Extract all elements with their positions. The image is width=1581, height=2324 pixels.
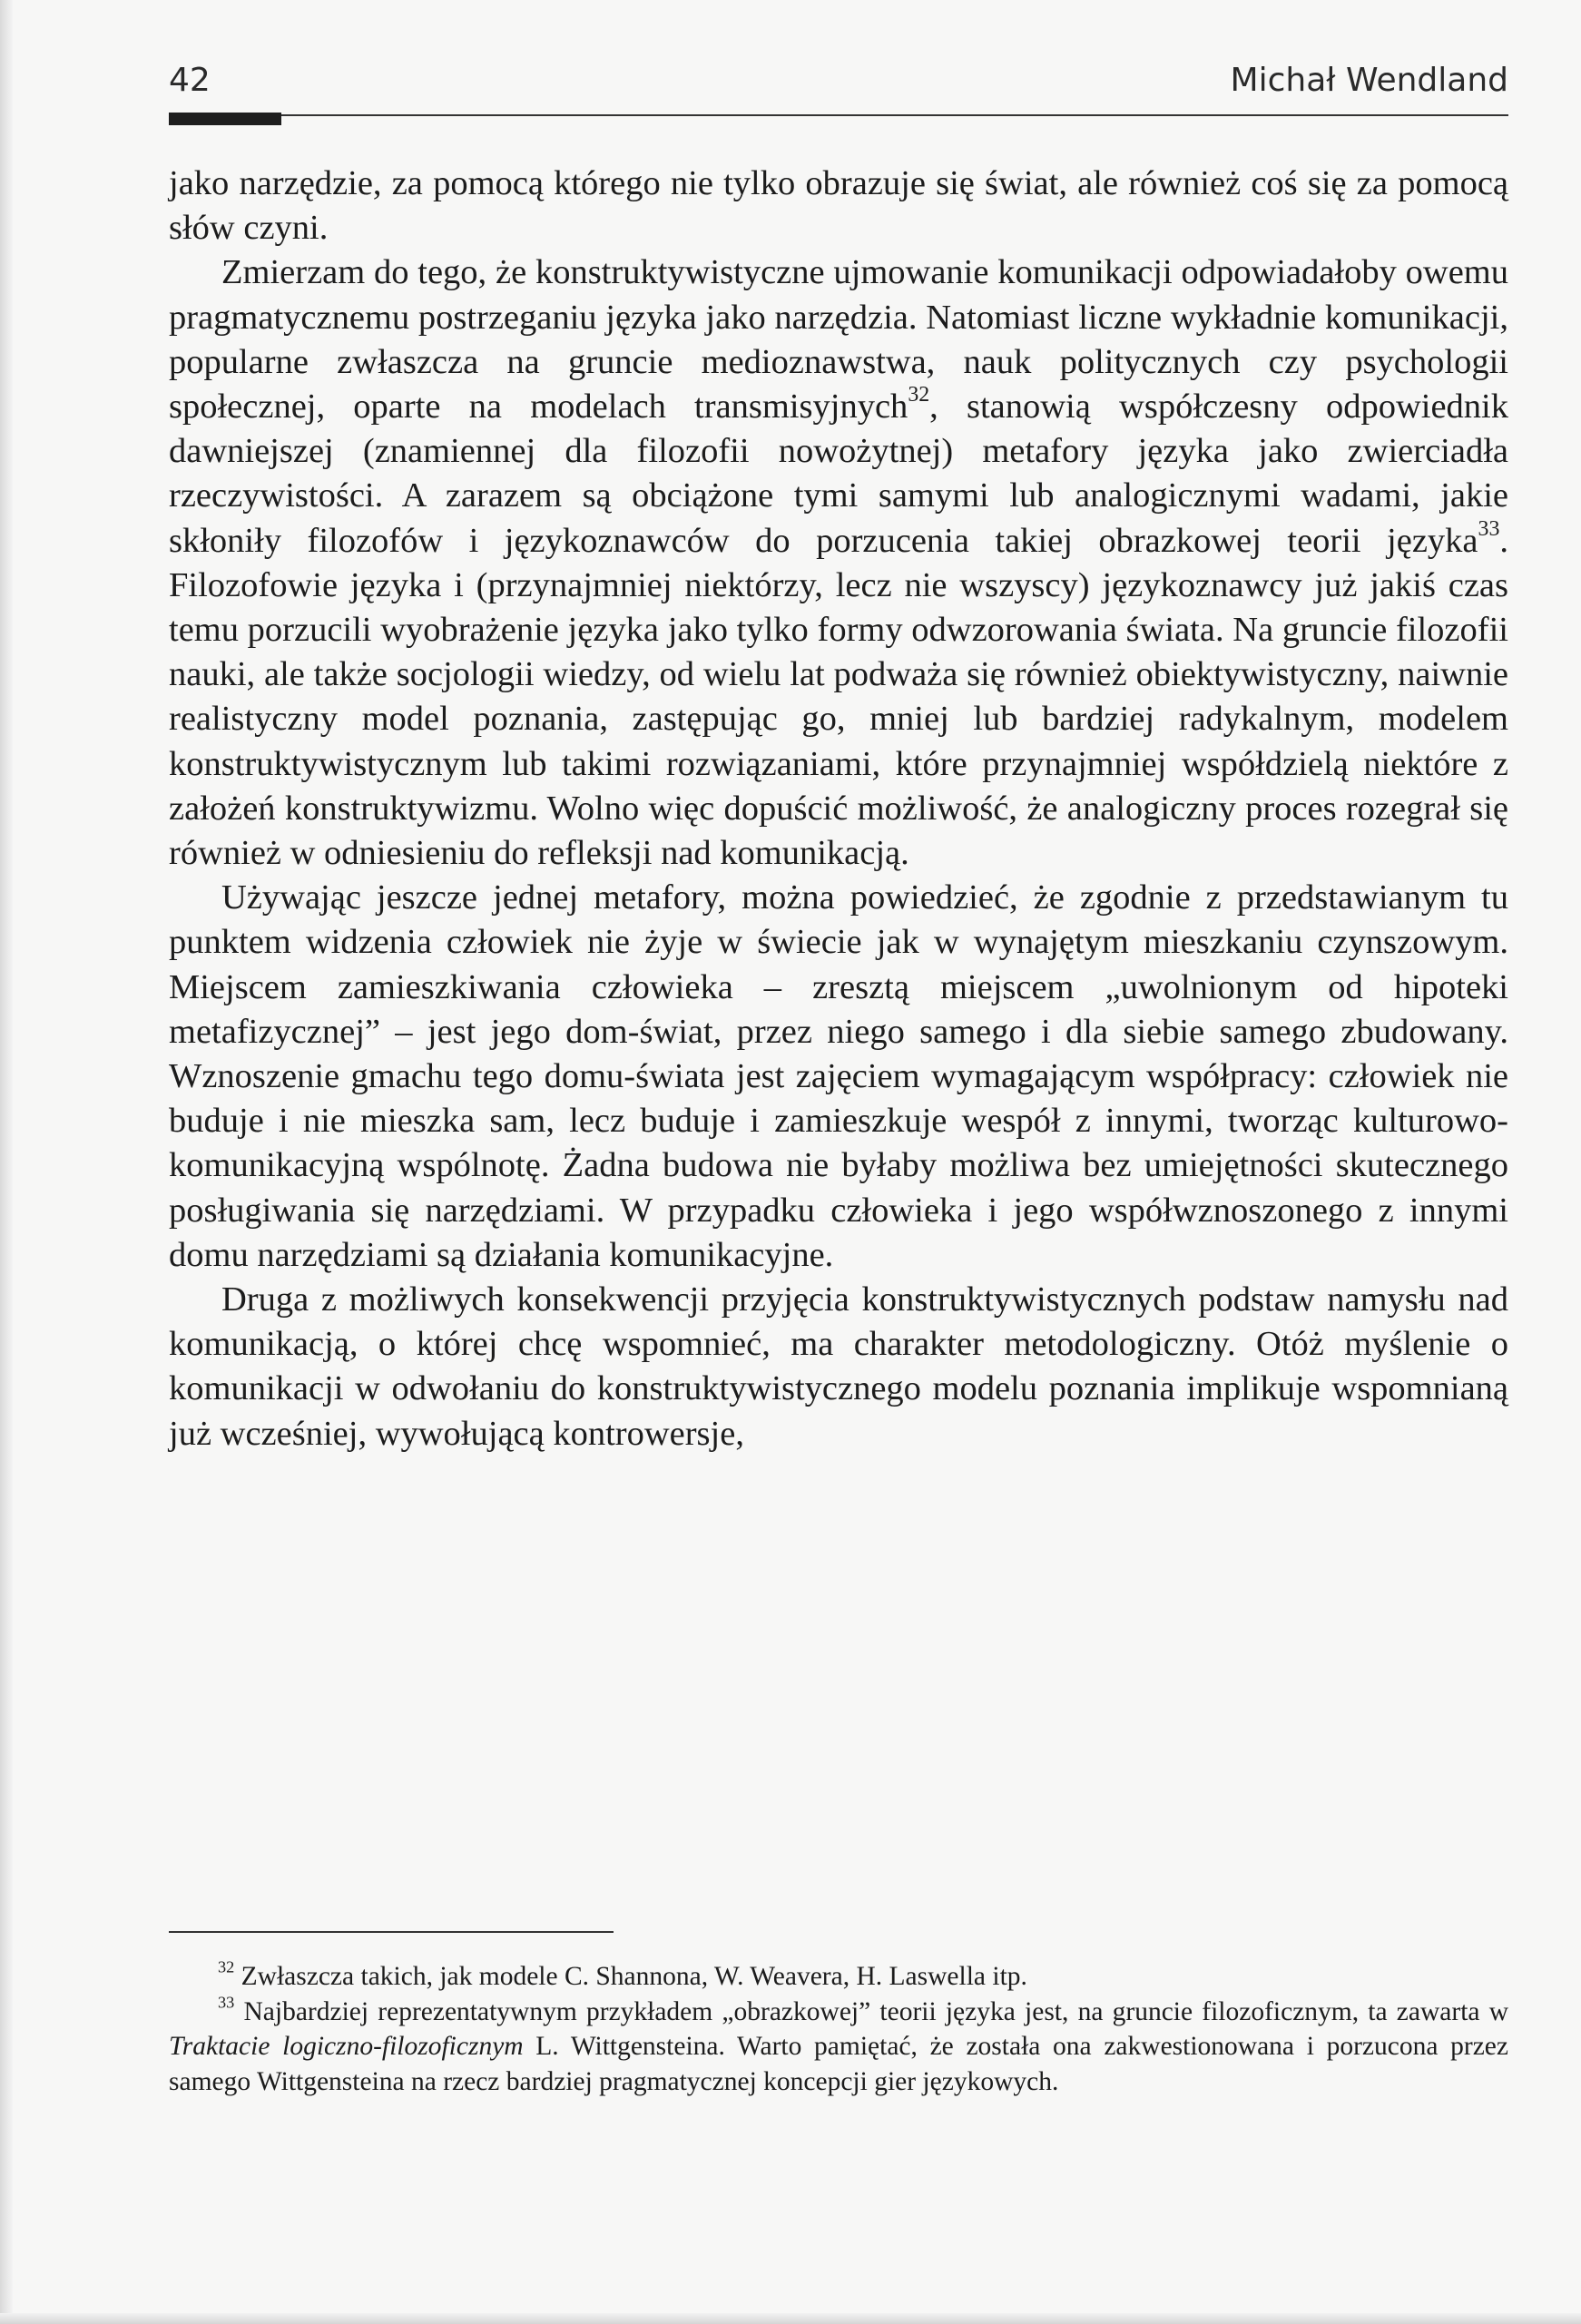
footnote-32: [169, 1959, 1508, 1995]
footnote-rule: [169, 1931, 614, 1933]
footnote-book-title: Traktacie logiczno-filozoficznym: [169, 2032, 524, 2062]
page-header: [169, 54, 1508, 113]
footnote-number: 33: [218, 1992, 235, 2011]
header-rule: [169, 114, 1508, 116]
page-edge-shadow: [0, 0, 13, 2324]
paragraph-3: Używając jeszcze jednej metafory, można powiedzieć, że zgodnie z przedstawianym tu punktem widzenia człowiek nie żyje w świecie jak w wynajętym mieszkaniu czynszowym. Miejscem zamieszkiwania człowieka – zresztą miejscem „uwolnionym od hipoteki metafizycznej” – jest jego dom-świat, przez niego samego i dla siebie samego zbudowany. Wznoszenie gmachu tego domu-świata jest zajęciem wymagającym współpracy: człowiek nie buduje i nie mieszka sam, lecz buduje i zamieszkuje wespół z innymi, tworząc kulturowo-komunikacyjną wspólnotę. Żadna budowa nie byłaby możliwa bez umiejętności skutecznego posługiwania się narzędziami. W przypadku człowieka i jego współwznoszonego z innymi domu narzędziami są działania komunikacyjne.: [169, 878, 1508, 1274]
footnote-ref-32[interactable]: 32: [908, 383, 930, 407]
page-number: 42: [169, 62, 211, 99]
footnotes: [169, 1959, 1508, 2099]
footnote-text: Zwłaszcza takich, jak modele C. Shannona, W. Weavera, H. Laswella itp.: [241, 1962, 1027, 1991]
paragraph-2: [169, 250, 1508, 876]
paragraph-4: Druga z możliwych konsekwencji przyjęcia konstruktywistycznych podstaw namysłu nad komunikacją, o której chcę wspomnieć, ma charakter metodologiczny. Otóż myślenie o komunikacji w odwołaniu do konstruktywistycznego modelu poznania implikuje wspomnianą już wcześniej, wywołującą kontrowersje,: [169, 1280, 1508, 1453]
header-accent-bar: [169, 113, 281, 125]
running-head-author: Michał Wendland: [1230, 62, 1508, 99]
paragraph-2-part-1: Zmierzam do tego, że konstruktywistyczne ujmowanie komunikacji odpowiadałoby owemu pragmatycznemu postrzeganiu języka jako narzędzia. Natomiast liczne wykładnie komunikacji, popularne zwłaszcza na gruncie medioznawstwa, nauk politycznych czy psychologii społecznej, oparte na modelach transmisyjnych: [169, 253, 1508, 427]
paragraph-2-part-3: . Filozofowie języka i (przynajmniej niektórzy, lecz nie wszyscy) językoznawcy już jakiś czas temu porzucili wyobrażenie języka jako tylko formy odwzorowania świata. Na gruncie filozofii nauki, ale także socjologii wiedzy, od wielu lat podważa się również obiektywistyczny, naiwnie realistyczny model poznania, zastępując go, mniej lub bardziej radykalnym, modelem konstruktywistycznym lub takimi rozwiązaniami, które przynajmniej współdzielą niektóre z założeń konstruktywizmu. Wolno więc dopuścić możliwość, że analogiczny proces rozegrał się również w odniesieniu do refleksji nad komunikacją.: [169, 521, 1508, 873]
footnote-ref-33[interactable]: 33: [1478, 516, 1500, 541]
paragraph-2-part-2: , stanowią współczesny odpowiednik dawniejszej (znamiennej dla filozofii nowożytnej) metafory języka jako zwierciadła rzeczywistości. A zarazem są obciążone tymi samymi lub analogicznymi wadami, jakie skłoniły filozofów i językoznawców do porzucenia takiej obrazkowej teorii języka: [169, 387, 1508, 560]
footnote-text-before: Najbardziej reprezentatywnym przykładem „obrazkowej” teorii języka jest, na gruncie filozoficznym, ta zawarta w: [243, 1996, 1509, 2026]
paragraph-1: jako narzędzie, za pomocą którego nie tylko obrazuje się świat, ale również coś się za pomocą słów czyni.: [169, 164, 1508, 248]
page-bottom-edge: [0, 2313, 1581, 2324]
main-text: [169, 162, 1508, 1456]
footnote-number: 32: [218, 1957, 235, 1976]
footnote-text-after: L. Wittgensteina. Warto pamiętać, że została ona zakwestionowana i porzucona przez samego Wittgensteina na rzecz bardziej pragmatycznej koncepcji gier językowych.: [169, 2032, 1508, 2096]
footnote-33: [169, 1992, 1509, 2100]
